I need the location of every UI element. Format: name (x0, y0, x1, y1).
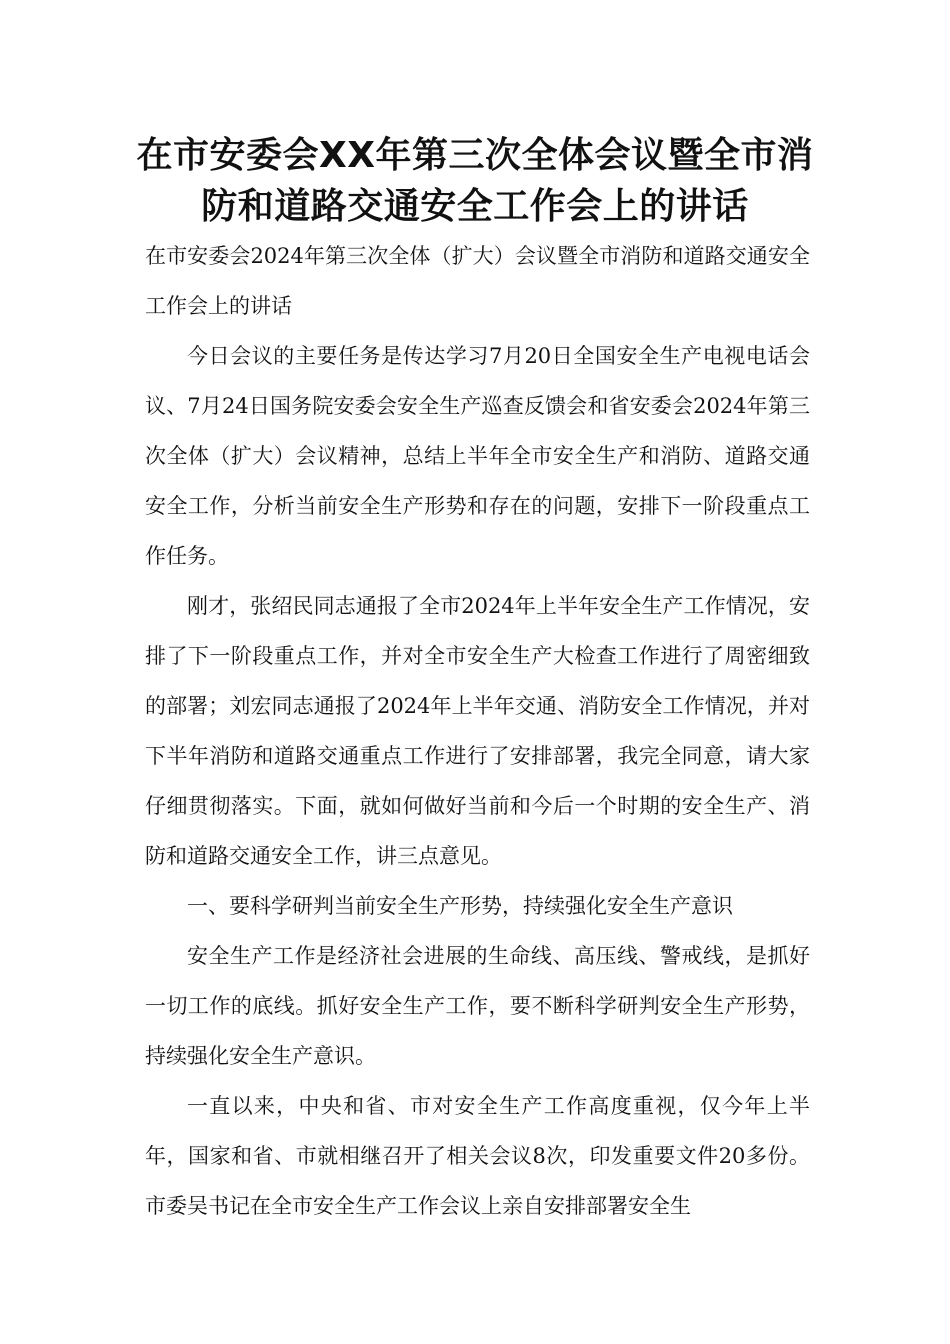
paragraph-reports: 刚才，张绍民同志通报了全市2024年上半年安全生产工作情况，安排了下一阶段重点工作，并对全市安全生产大检查工作进行了周密细致的部署；刘宏同志通报了2024年上半年交通、消防安全工作情况，并对下半年消防和道路交通重点工作进行了安排部署，我完全同意，请大家仔细贯彻落实。下面，就如何做好当前和今后一个时期的安全生产、消防和道路交通安全工作，讲三点意见。 (145, 594, 810, 868)
paragraph-meeting-tasks: 今日会议的主要任务是传达学习7月20日全国安全生产电视电话会议、7月24日国务院安委会安全生产巡查反馈会和省安委会2024年第三次全体（扩大）会议精神，总结上半年全市安全生产和消防、道路交通安全工作，分析当前安全生产形势和存在的问题，安排下一阶段重点工作任务。 (145, 344, 810, 568)
document-title: 在市安委会XX年第三次全体会议暨全市消防和道路交通安全工作会上的讲话 (136, 135, 814, 227)
paragraph-safety-baseline: 安全生产工作是经济社会进展的生命线、高压线、警戒线，是抓好一切工作的底线。抓好安全生产工作，要不断科学研判安全生产形势，持续强化安全生产意识。 (145, 944, 810, 1068)
paragraph-central-attention: 一直以来，中央和省、市对安全生产工作高度重视，仅今年上半年，国家和省、市就相继召开了相关会议8次，印发重要文件20多份。市委吴书记在全市安全生产工作会议上亲自安排部署安全生 (145, 1094, 810, 1218)
document-subtitle: 在市安委会2024年第三次全体（扩大）会议暨全市消防和道路交通安全工作会上的讲话 (145, 244, 810, 318)
section-heading-1: 一、要科学研判当前安全生产形势，持续强化安全生产意识 (187, 894, 733, 918)
document-body (145, 231, 810, 1231)
